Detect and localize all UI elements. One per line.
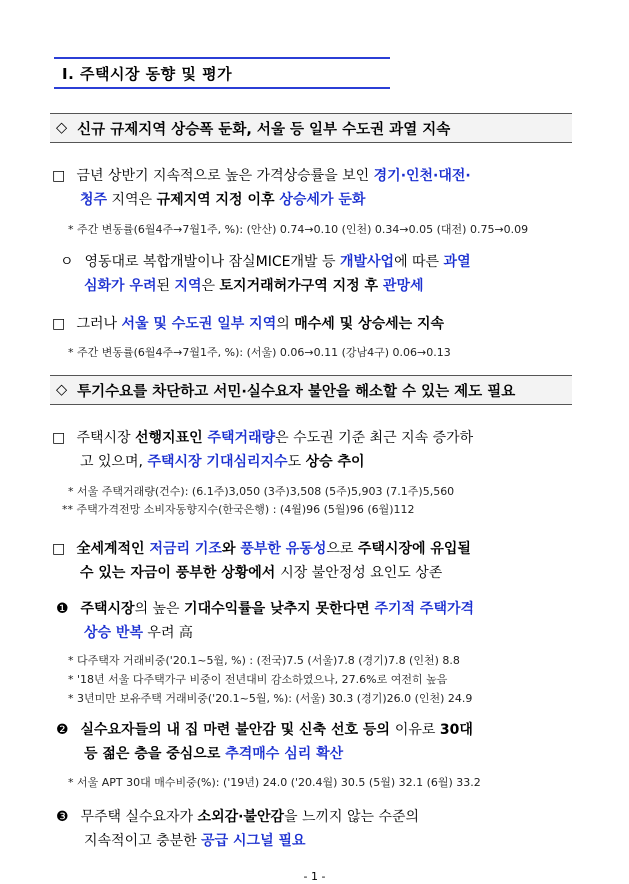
- checkbox-bullet-icon: □: [52, 316, 66, 332]
- s2-bullet3-line1: ❸ 무주택 실수요자가 소외감·불안감을 느끼지 않는 수준의: [56, 809, 420, 825]
- s1-para3: □ 그러나 서울 및 수도권 일부 지역의 매수세 및 상승세는 지속: [52, 316, 445, 332]
- s2-bullet2-line1: ❷ 실수요자들의 내 집 마련 불안감 및 신축 선호 등의 이유로 30대: [56, 722, 473, 738]
- number-two-icon: ❷: [56, 722, 69, 738]
- page-number: - 1 -: [303, 870, 326, 883]
- diamond-icon: ◇: [56, 382, 68, 398]
- s2-note-1: * 서울 주택거래량(건수): (6.1주)3,050 (3주)3,508 (5주)5,903 (7.1주)5,560: [68, 485, 455, 498]
- section-heading-1-text: 신규 규제지역 상승폭 둔화, 서울 등 일부 수도권 과열 지속: [77, 121, 451, 138]
- section-heading-1: [50, 113, 572, 143]
- s1-para2-line2: 심화가 우려된 지역은 토지거래허가구역 지정 후 관망세: [84, 278, 424, 294]
- s2-bullet2-line2: 등 젊은 층을 중심으로 추격매수 심리 확산: [84, 746, 344, 762]
- s1-note-1: * 주간 변동률(6월4주→7월1주, %): (안산) 0.74→0.10 (인천) 0.34→0.05 (대전) 0.75→0.09: [68, 223, 529, 236]
- number-three-icon: ❸: [56, 809, 69, 825]
- page-title: Ⅰ. 주택시장 동향 및 평가: [54, 57, 390, 89]
- s2-para1-line2: 고 있으며, 주택시장 기대심리지수도 상승 추이: [80, 454, 365, 470]
- diamond-icon: ◇: [56, 120, 68, 136]
- s1-para1-line2: 청주 지역은 규제지역 지정 이후 상승세가 둔화: [80, 192, 366, 208]
- checkbox-bullet-icon: □: [52, 168, 66, 184]
- s2-b1-note-2: * '18년 서울 다주택가구 비중이 전년대비 감소하였으나, 27.6%로 여전히 높음: [68, 673, 448, 686]
- checkbox-bullet-icon: □: [52, 430, 66, 446]
- s2-bullet1-line1: ❶ 주택시장의 높은 기대수익률을 낮추지 못한다면 주기적 주택가격: [56, 601, 475, 617]
- s2-para2-line1: □ 全세계적인 저금리 기조와 풍부한 유동성으로 주택시장에 유입될: [52, 541, 471, 557]
- circle-bullet-icon: ㅇ: [60, 254, 74, 270]
- section-heading-2: [50, 375, 572, 405]
- s2-bullet1-line2: 상승 반복 우려 高: [84, 625, 193, 641]
- s2-b1-note-3: * 3년미만 보유주택 거래비중('20.1~5월, %): (서울) 30.3 (경기)26.0 (인천) 24.9: [68, 692, 473, 705]
- checkbox-bullet-icon: □: [52, 541, 66, 557]
- s2-b1-note-1: * 다주택자 거래비중('20.1~5월, %) : (전국)7.5 (서울)7.8 (경기)7.8 (인천) 8.8: [68, 654, 460, 667]
- s2-para1-line1: □ 주택시장 선행지표인 주택거래량은 수도권 기준 최근 지속 증가하: [52, 430, 474, 446]
- s1-note-2: * 주간 변동률(6월4주→7월1주, %): (서울) 0.06→0.11 (강남4구) 0.06→0.13: [68, 346, 451, 359]
- s1-para1-line1: □ 금년 상반기 지속적으로 높은 가격상승률을 보인 경기·인천·대전·: [52, 168, 471, 184]
- s2-note-2: ** 주택가격전망 소비자동향지수(한국은행) : (4월)96 (5월)96 (6월)112: [62, 503, 415, 516]
- s2-b2-note-1: * 서울 APT 30대 매수비중(%): ('19년) 24.0 ('20.4월) 30.5 (5월) 32.1 (6월) 33.2: [68, 776, 481, 789]
- s2-para2-line2: 수 있는 자금이 풍부한 상황에서 시장 불안정성 요인도 상존: [80, 565, 443, 581]
- s1-para2-line1: ㅇ 영동대로 복합개발이나 잠실MICE개발 등 개발사업에 따른 과열: [60, 251, 471, 271]
- section-heading-2-text: 투기수요를 차단하고 서민·실수요자 불안을 해소할 수 있는 제도 필요: [77, 383, 516, 400]
- s2-bullet3-line2: 지속적이고 충분한 공급 시그널 필요: [84, 833, 306, 849]
- number-one-icon: ❶: [56, 601, 69, 617]
